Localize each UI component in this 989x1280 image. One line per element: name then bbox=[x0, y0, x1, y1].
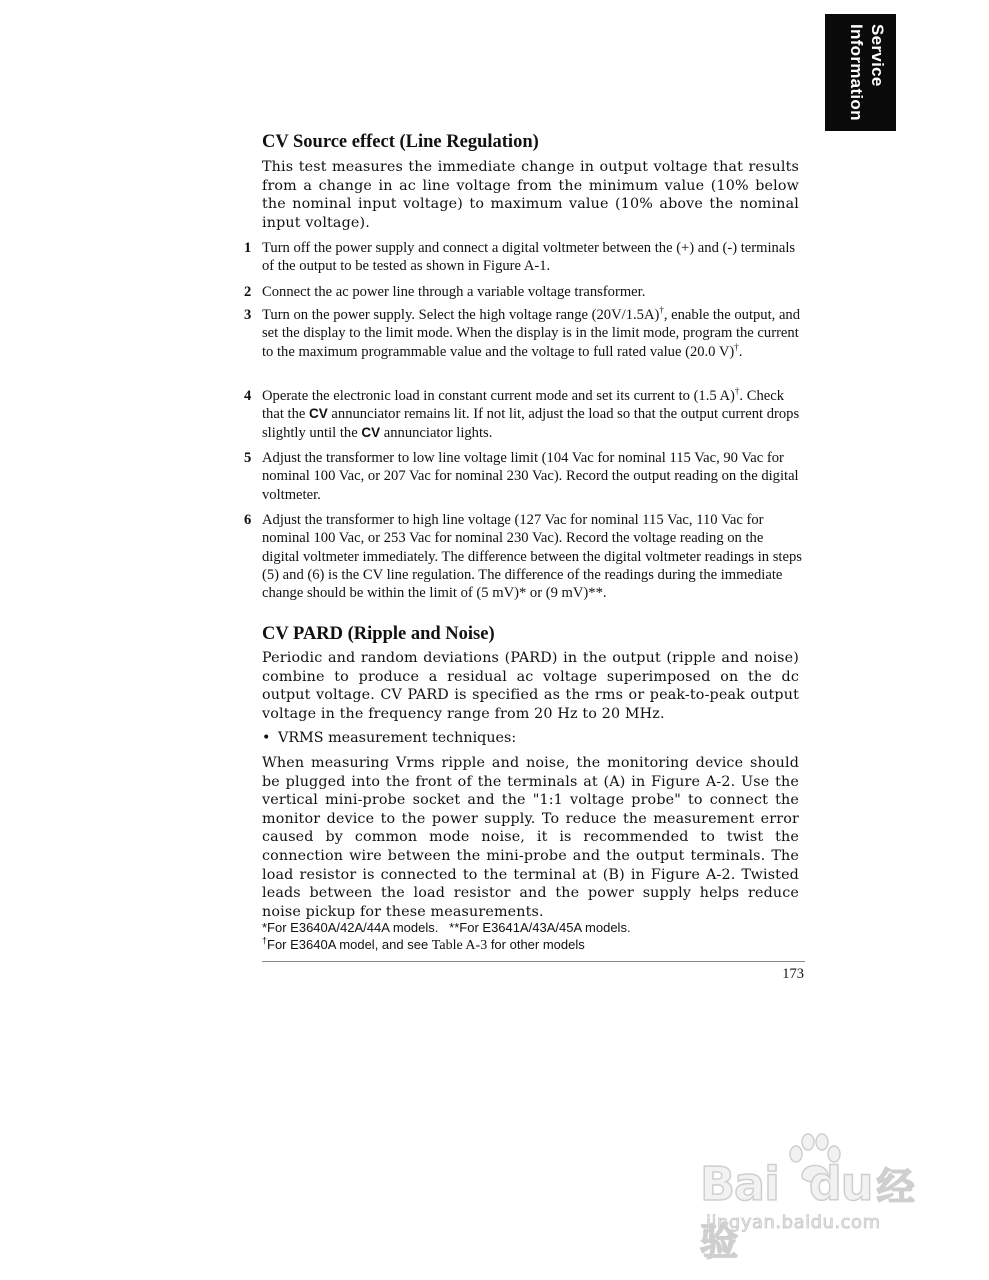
step-5 bbox=[240, 449, 802, 504]
dagger-mark: † bbox=[262, 935, 268, 946]
bullet-text: VRMS measurement techniques: bbox=[278, 730, 517, 746]
page-number: 173 bbox=[782, 966, 804, 982]
step-number: 3 bbox=[244, 307, 252, 323]
section-tab-label bbox=[833, 24, 888, 124]
step-2 bbox=[240, 283, 802, 301]
bullet-item bbox=[262, 729, 516, 748]
step-text: Connect the ac power line through a variable voltage transformer. bbox=[262, 284, 646, 300]
step-6 bbox=[240, 511, 802, 602]
footer-divider bbox=[262, 961, 805, 962]
tab-line-service: Service bbox=[868, 24, 887, 87]
watermark-logo: Bai du 经验 bbox=[700, 1157, 914, 1264]
step-number: 1 bbox=[244, 240, 252, 256]
watermark-url: jingyan.baidu.com bbox=[706, 1212, 881, 1233]
step-4 bbox=[240, 387, 802, 442]
section-heading-pard: CV PARD (Ripple and Noise) bbox=[262, 624, 495, 644]
dagger-mark: † bbox=[734, 386, 740, 397]
section-intro-line-regulation: This test measures the immediate change in output voltage that results from a change in ac line voltage from the minimum value (10% below the nominal input voltage) to maximum value (10% above the nominal input voltage). bbox=[262, 159, 799, 231]
section-heading-line-regulation: CV Source effect (Line Regulation) bbox=[262, 132, 539, 152]
section-tab bbox=[825, 14, 896, 131]
step-number: 6 bbox=[244, 512, 252, 528]
dagger-mark: † bbox=[734, 341, 739, 352]
step-text: Turn off the power supply and connect a digital voltmeter between the (+) and (-) terminals of the output to be tested as shown in Figure A-1. bbox=[262, 240, 796, 275]
step-3 bbox=[240, 306, 802, 361]
bullet-mark: • bbox=[262, 730, 271, 746]
table-reference: Table A-3 bbox=[431, 938, 488, 953]
watermark bbox=[700, 1130, 940, 1264]
footnote-models: *For E3640A/42A/44A models. **For E3641A/43A/45A models. bbox=[262, 920, 631, 935]
cv-annunciator-label: CV bbox=[309, 406, 328, 422]
step-text: Adjust the transformer to low line voltage limit (104 Vac for nominal 115 Vac, 90 Vac for nominal 100 Vac, or 207 Vac for nominal 230 Vac). Record the output reading on the digital voltmeter. bbox=[262, 450, 799, 503]
step-number: 2 bbox=[244, 284, 252, 300]
step-text: Operate the electronic load in constant current mode and set its current to (1.5 A)†. Check that the CV annunciator remains lit. If not lit, adjust the load so that the output current drops slightly until the CV annunciator lights. bbox=[262, 386, 800, 441]
cv-annunciator-label: CV bbox=[361, 424, 381, 440]
step-text: Adjust the transformer to high line voltage (127 Vac for nominal 115 Vac, 110 Vac for nominal 100 Vac, or 253 Vac for nominal 230 Vac). Record the voltage reading on the digital voltmeter immediately. The difference between the digital voltmeter readings in steps (5) and (6) is the CV line regulation. The difference of the readings during the immediate change should be within the limit of (5 mV)* or (9 mV)**. bbox=[262, 512, 802, 602]
tab-line-information: Information bbox=[847, 24, 866, 121]
step-1 bbox=[240, 239, 802, 276]
section-intro-pard: Periodic and random deviations (PARD) in the output (ripple and noise) combine to produce a residual ac voltage superimposed on the dc output voltage. CV PARD is specified as the rms or peak-to-peak output voltage in the frequency range from 20 Hz to 20 MHz. bbox=[262, 650, 799, 722]
pard-body-paragraph: When measuring Vrms ripple and noise, the monitoring device should be plugged into the front of the terminals at (A) in Figure A-2. Use the vertical mini-probe socket and the "1:1 voltage probe" to connect the monitor device to the power supply. To reduce the measurement error caused by common mode noise, it is recommended to twist the connection wire between the mini-probe and the output terminals. The load resistor is connected to the terminal at (B) in Figure A-2. Twisted leads between the load resistor and the power supply helps reduce noise pickup for these measurements. bbox=[262, 755, 799, 920]
dagger-mark: † bbox=[659, 305, 664, 316]
step-text: Turn on the power supply. Select the high voltage range (20V/1.5A)†, enable the output, and set the display to the limit mode. When the display is in the limit mode, program the current to the maximum programmable value and the voltage to full rated value (20.0 V)†. bbox=[262, 305, 801, 360]
step-number: 4 bbox=[244, 388, 252, 404]
footnote-dagger: †For E3640A model, and see Table A-3 for other models bbox=[262, 935, 585, 953]
step-number: 5 bbox=[244, 450, 252, 466]
